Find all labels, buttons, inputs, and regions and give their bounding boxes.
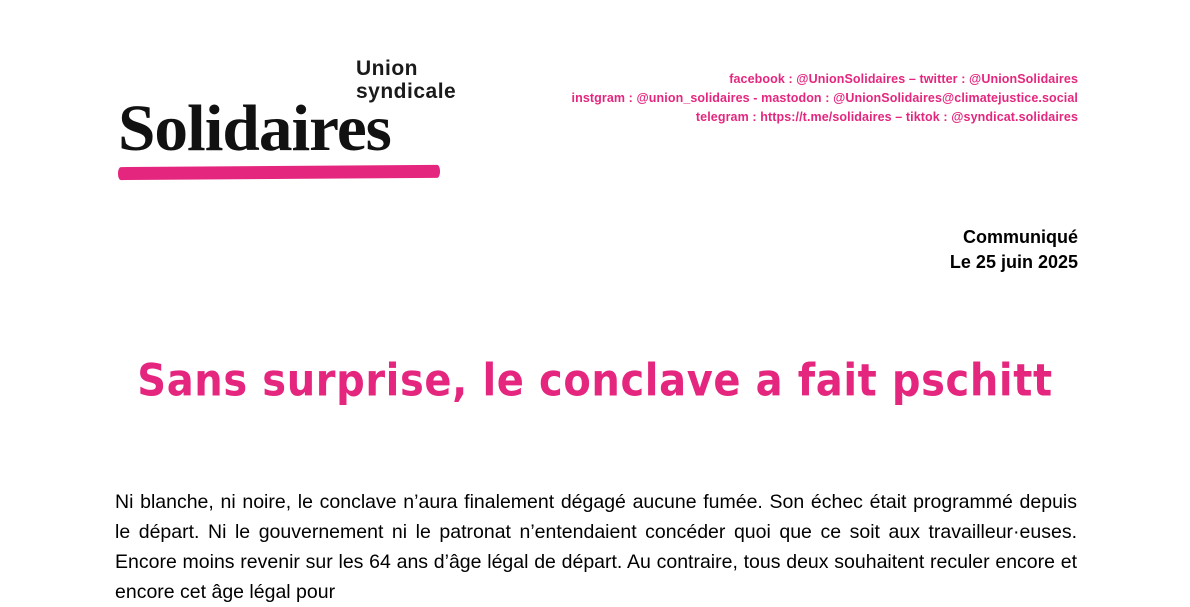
solidaires-logo [118, 58, 458, 179]
logo-union-line2: syndicale [356, 80, 457, 103]
logo-underline-brush [118, 165, 440, 180]
document-header [0, 58, 1190, 188]
document-date: Le 25 juin 2025 [949, 252, 1078, 272]
logo-wordmark: Solidaires [118, 92, 391, 165]
social-line-telegram-tiktok: telegram : https://t.me/solidaires – tiktok : @syndicat.solidaires [695, 110, 1078, 124]
social-line-instagram-mastodon: instgram : @union_solidaires - mastodon : @UnionSolidaires@climatejustice.social [571, 91, 1078, 105]
logo-union-line1: Union [356, 57, 418, 80]
social-line-facebook-twitter: facebook : @UnionSolidaires – twitter : @UnionSolidaires [729, 72, 1078, 86]
body-paragraph-1: Ni blanche, ni noire, le conclave n’aura finalement dégagé aucune fumée. Son échec était programmé depuis le départ. Ni le gouvernement ni le patronat n’entendaient concéder quoi que ce soit aux travailleur·euses. Encore moins revenir sur les 64 ans d’âge légal de départ. Au contraire, tous deux souhaitent reculer encore et encore cet âge légal pour [115, 491, 1077, 603]
document-kind: Communiqué [963, 227, 1078, 247]
page-title: Sans surprise, le conclave a fait pschitt [137, 355, 1053, 407]
document-meta [950, 225, 1078, 275]
social-handles [572, 70, 1078, 127]
document-body [115, 487, 1077, 607]
